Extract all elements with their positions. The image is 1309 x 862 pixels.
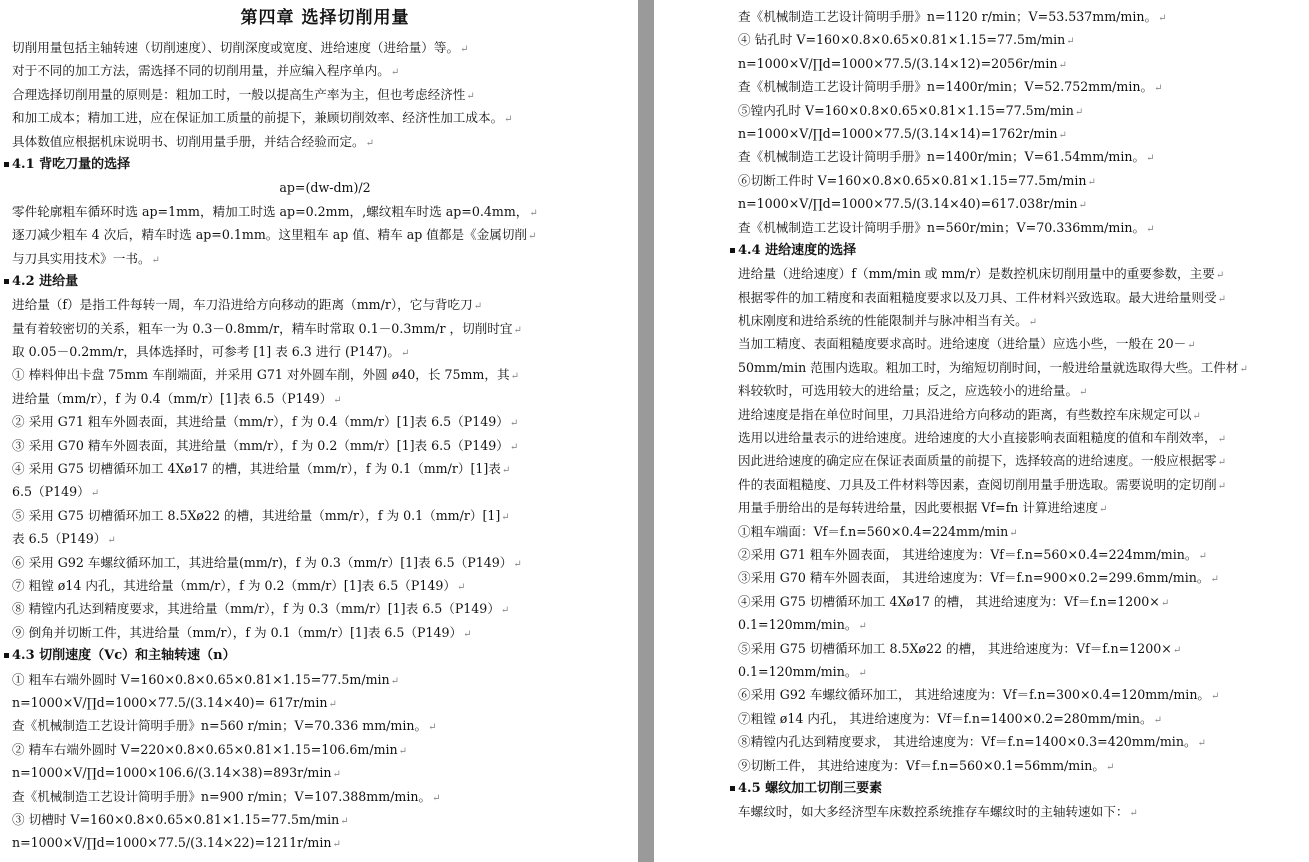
paragraph-mark-icon: ↵ [1187,340,1196,352]
text-line: n=1000×V/∏d=1000×77.5/(3.14×12)=2056r/min↵ [738,55,1067,71]
text-line: 当加工精度、表面粗糙度要求高时。进给速度（进给量）应选小些，一般在 20－↵ [738,336,1196,352]
text-line: 量有着较密切的关系，粗车一为 0.3－0.8mm/r，精车时常取 0.1－0.3mm/r ，切削时宜↵ [12,320,522,336]
bullet-icon [4,162,9,167]
section-heading-4-1: 4.1 背吃刀量的选择 [4,153,630,176]
paragraph-mark-icon: ↵ [528,231,537,243]
bullet-icon [4,279,9,284]
text-line: ⑤ 采用 G75 切槽循环加工 8.5Xø22 的槽，其进给量（mm/r），f 为 0.1（mm/r）[1]↵ [12,507,510,523]
paragraph-mark-icon: ↵ [328,698,337,710]
paragraph-mark-icon: ↵ [428,722,437,734]
paragraph-mark-icon: ↵ [858,667,867,679]
text-line: ④ 采用 G75 切槽循环加工 4Xø17 的槽，其进给量（mm/r），f 为 0.1（mm/r）[1]表↵ [12,461,511,477]
paragraph-mark-icon: ↵ [501,511,510,523]
paragraph-mark-icon: ↵ [1105,761,1115,773]
text-line: ①粗车端面：Vf＝f.n=560×0.4=224mm/min↵ [738,523,1018,539]
text-line: 和加工成本；精加工进，应在保证加工质量的前提下，兼顾切削效率、经济性加工成本。↵ [12,110,513,126]
text-line: ① 粗车右端外圆时 V=160×0.8×0.65×0.81×1.15=77.5m/min↵ [12,671,400,687]
text-line: ⑨切断工件， 其进给速度为：Vf＝f.n=560×0.1=56mm/min。↵ [738,757,1115,773]
text-line: 进给量（f）是指工件每转一周，车刀沿进给方向移动的距离（mm/r），它与背吃刀↵ [12,297,483,313]
paragraph-mark-icon: ↵ [510,371,519,383]
text-line: 0.1=120mm/min。↵ [738,617,867,633]
text-line: 合理选择切削用量的原则是：粗加工时，一般以提高生产率为主，但也考虑经济性↵ [12,86,475,102]
text-line: 机床刚度和进给系统的性能限制并与脉冲相当有关。↵ [738,313,1038,329]
text-line: 根据零件的加工精度和表面粗糙度要求以及刀具、工件材料兴致选取。最大进给量则受↵ [738,289,1226,305]
text-line: 车螺纹时，如大多经济型车床数控系统推存车螺纹时的主轴转速如下：↵ [738,804,1138,820]
text-line: 料较软时，可选用较大的进给量；反之，应选较小的进给量。↵ [738,383,1088,399]
section-heading-4-2: 4.2 进给量 [4,270,630,293]
section-heading-4-4: 4.4 进给速度的选择 [730,239,1301,262]
text-line: 表 6.5（P149）↵ [12,531,116,547]
paragraph-mark-icon: ↵ [1028,317,1038,329]
text-line: 50mm/min 范围内选取。粗加工时，为缩短切削时间，一般进给量就选取得大些。工件材↵ [738,359,1248,375]
formula-ap: ap=(dw-dm)/2 [279,180,371,196]
paragraph-mark-icon: ↵ [1009,527,1018,539]
text-line: 件的表面粗糙度、刀具及工件材料等因素，查阅切削用量手册选取。需要说明的定切削↵ [738,476,1226,492]
paragraph-mark-icon: ↵ [1215,270,1225,282]
text-line: 进给量（进给速度）f（mm/min 或 mm/r）是数控机床切削用量中的重要参数，主要↵ [738,266,1225,282]
paragraph-mark-icon: ↵ [390,675,400,687]
text-line: ⑨ 倒角并切断工件，其进给量（mm/r），f 为 0.1（mm/r）[1]表 6.5（P149）↵ [12,624,472,640]
paragraph-mark-icon: ↵ [1079,387,1088,399]
paragraph-mark-icon: ↵ [332,769,341,781]
text-line: n=1000×V/∏d=1000×77.5/(3.14×14)=1762r/min↵ [738,125,1067,141]
text-line: 零件轮廓粗车循环时选 ap=1mm，精加工时选 ap=0.2mm，,螺纹粗车时选 ap=0.4mm，↵ [12,203,538,219]
paragraph-mark-icon: ↵ [390,67,400,79]
text-line: n=1000×V/∏d=1000×77.5/(3.14×40)=617.038r/min↵ [738,196,1087,212]
paragraph-mark-icon: ↵ [90,488,100,500]
text-line: n=1000×V/∏d=1000×77.5/(3.14×22)=1211r/min↵ [12,835,341,851]
paragraph-mark-icon: ↵ [509,418,519,430]
text-line: ④ 钻孔时 V=160×0.8×0.65×0.81×1.15=77.5m/min↵ [738,32,1075,48]
text-line: ③ 切槽时 V=160×0.8×0.65×0.81×1.15=77.5m/min↵ [12,811,349,827]
text-line: ⑤采用 G75 切槽循环加工 8.5Xø22 的槽， 其进给速度为：Vf＝f.n=1200×↵ [738,640,1182,656]
text-line: 逐刀减少粗车 4 次后，精车时选 ap=0.1mm。这里粗车 ap 值、精车 ap 值都是《金属切削↵ [12,227,537,243]
paragraph-mark-icon: ↵ [1098,504,1108,516]
text-line: 用量手册给出的是每转进给量，因此要根据 Vf=fn 计算进给速度↵ [738,500,1108,516]
text-line: 查《机械制造工艺设计简明手册》n=1400r/min；V=52.752mm/min。↵ [738,79,1163,95]
text-line: ⑦粗镗 ø14 内孔， 其进给速度为：Vf＝f.n=1400×0.2=280mm/min。↵ [738,710,1162,726]
paragraph-mark-icon: ↵ [504,114,513,126]
bullet-icon [730,786,735,791]
bullet-icon [4,653,9,658]
paragraph-mark-icon: ↵ [1129,808,1138,820]
paragraph-mark-icon: ↵ [1058,59,1067,71]
paragraph-mark-icon: ↵ [1074,106,1084,118]
paragraph-mark-icon: ↵ [1239,363,1248,375]
text-line: n=1000×V/∏d=1000×77.5/(3.14×40)= 617r/min↵ [12,694,337,710]
text-line: 6.5（P149）↵ [12,484,100,500]
paragraph-mark-icon: ↵ [151,254,160,266]
text-line: ⑧ 精镗内孔达到精度要求，其进给量（mm/r），f 为 0.3（mm/r）[1]表 6.5（P149）↵ [12,601,510,617]
text-line: 进给速度是指在单位时间里，刀具沿进给方向移动的距离，有些数控车床规定可以↵ [738,406,1201,422]
paragraph-mark-icon: ↵ [365,137,375,149]
paragraph-mark-icon: ↵ [1146,223,1155,235]
paragraph-mark-icon: ↵ [432,792,441,804]
text-line: ②采用 G71 粗车外圆表面， 其进给速度为：Vf＝f.n=560×0.4=224mm/min。↵ [738,546,1207,562]
text-line: 因此进给速度的确定应在保证表面质量的前提下，选择较高的进给速度。一般应根据零↵ [738,453,1226,469]
paragraph-mark-icon: ↵ [501,465,511,477]
paragraph-mark-icon: ↵ [1154,83,1163,95]
chapter-title: 第四章 选择切削用量 [240,8,410,28]
text-line: 与刀具实用技术》一书。↵ [12,250,160,266]
text-line: ③ 采用 G70 精车外圆表面，其进给量（mm/r），f 为 0.2（mm/r）[1]表 6.5（P149）↵ [12,437,519,453]
paragraph-mark-icon: ↵ [332,839,341,851]
text-line: ⑦ 粗镗 ø14 内孔，其进给量（mm/r），f 为 0.2（mm/r）[1]表 6.5（P149）↵ [12,577,466,593]
text-line: ② 采用 G71 粗车外圆表面，其进给量（mm/r），f 为 0.4（mm/r）[1]表 6.5（P149）↵ [12,414,519,430]
text-line: n=1000×V/∏d=1000×106.6/(3.14×38)=893r/min↵ [12,765,341,781]
paragraph-mark-icon: ↵ [1058,129,1067,141]
paragraph-mark-icon: ↵ [1087,176,1096,188]
text-line: 查《机械制造工艺设计简明手册》n=1400r/min；V=61.54mm/min。↵ [738,149,1155,165]
paragraph-mark-icon: ↵ [1217,293,1226,305]
text-line: 进给量（mm/r），f 为 0.4（mm/r）[1]表 6.5（P149）↵ [12,390,342,406]
paragraph-mark-icon: ↵ [398,745,408,757]
paragraph-mark-icon: ↵ [463,628,472,640]
right-page [654,0,1309,862]
bullet-icon [730,248,735,253]
section-heading-4-5: 4.5 螺纹加工切削三要素 [730,777,1301,800]
paragraph-mark-icon: ↵ [1211,691,1220,703]
text-line: 0.1=120mm/min。↵ [738,663,867,679]
paragraph-mark-icon: ↵ [107,535,116,547]
text-line: 查《机械制造工艺设计简明手册》n=1120 r/min；V=53.537mm/min。↵ [738,9,1167,24]
paragraph-mark-icon: ↵ [1217,434,1226,446]
paragraph-mark-icon: ↵ [513,558,522,570]
text-line: ④采用 G75 切槽循环加工 4Xø17 的槽， 其进给速度为：Vf＝f.n=1200×↵ [738,593,1170,609]
paragraph-mark-icon: ↵ [1217,457,1226,469]
text-line: ⑤镗内孔时 V=160×0.8×0.65×0.81×1.15=77.5m/min↵ [738,102,1084,118]
text-line: 具体数值应根据机床说明书、切削用量手册，并结合经验而定。↵ [12,133,375,149]
left-page [0,0,638,862]
section-heading-4-3: 4.3 切削速度（Vc）和主轴转速（n） [4,644,630,667]
text-line: ① 棒料伸出卡盘 75mm 车削端面，并采用 G71 对外圆车削，外圆 ø40，长 75mm，其↵ [12,367,519,383]
paragraph-mark-icon: ↵ [456,581,466,593]
paragraph-mark-icon: ↵ [1197,738,1206,750]
paragraph-mark-icon: ↵ [1158,13,1167,24]
paragraph-mark-icon: ↵ [513,324,522,336]
text-line: 对于不同的加工方法，需选择不同的切削用量，并应编入程序单内。↵ [12,63,400,79]
text-line: ⑥采用 G92 车螺纹循环加工， 其进给速度为：Vf＝f.n=300×0.4=120mm/min。↵ [738,687,1220,703]
text-line: 查《机械制造工艺设计简明手册》n=560r/min；V=70.336mm/min。↵ [738,219,1155,235]
text-line: ② 精车右端外圆时 V=220×0.8×0.65×0.81×1.15=106.6m/min↵ [12,741,408,757]
paragraph-mark-icon: ↵ [1146,153,1155,165]
paragraph-mark-icon: ↵ [1160,597,1170,609]
text-line: ⑥ 采用 G92 车螺纹循环加工，其进给量(mm/r)，f 为 0.3（mm/r）[1]表 6.5（P149）↵ [12,554,522,570]
paragraph-mark-icon: ↵ [400,348,410,360]
paragraph-mark-icon: ↵ [1066,36,1075,48]
text-line: 取 0.05－0.2mm/r，具体选择时，可参考 [1] 表 6.3 进行 (P147)。↵ [12,344,410,360]
text-line: 查《机械制造工艺设计简明手册》n=560 r/min；V=70.336 mm/min。↵ [12,718,437,734]
paragraph-mark-icon: ↵ [466,90,475,102]
paragraph-mark-icon: ↵ [460,44,469,55]
page-gutter [638,0,654,862]
text-line: ⑥切断工件时 V=160×0.8×0.65×0.81×1.15=77.5m/min↵ [738,172,1096,188]
text-line: 查《机械制造工艺设计简明手册》n=900 r/min；V=107.388mm/min。↵ [12,788,441,804]
paragraph-mark-icon: ↵ [1172,644,1182,656]
paragraph-mark-icon: ↵ [333,394,342,406]
paragraph-mark-icon: ↵ [509,441,519,453]
text-line: 切削用量包括主轴转速（切削速度）、切削深度或宽度、进给速度（进给量）等。↵ [12,40,469,55]
paragraph-mark-icon: ↵ [1078,200,1087,212]
paragraph-mark-icon: ↵ [1210,574,1219,586]
paragraph-mark-icon: ↵ [473,301,483,313]
paragraph-mark-icon: ↵ [1217,480,1226,492]
paragraph-mark-icon: ↵ [1192,410,1201,422]
text-line: ③采用 G70 精车外圆表面， 其进给速度为：Vf＝f.n=900×0.2=299.6mm/min。↵ [738,570,1219,586]
paragraph-mark-icon: ↵ [1153,714,1162,726]
paragraph-mark-icon: ↵ [529,207,538,219]
text-line: 选用以进给量表示的进给速度。进给速度的大小直接影响表面粗糙度的值和车削效率，↵ [738,430,1226,446]
paragraph-mark-icon: ↵ [1198,550,1207,562]
paragraph-mark-icon: ↵ [340,815,349,827]
text-line: ⑧精镗内孔达到精度要求， 其进给速度为：Vf＝f.n=1400×0.3=420mm/min。↵ [738,734,1206,750]
paragraph-mark-icon: ↵ [500,605,510,617]
paragraph-mark-icon: ↵ [858,621,867,633]
